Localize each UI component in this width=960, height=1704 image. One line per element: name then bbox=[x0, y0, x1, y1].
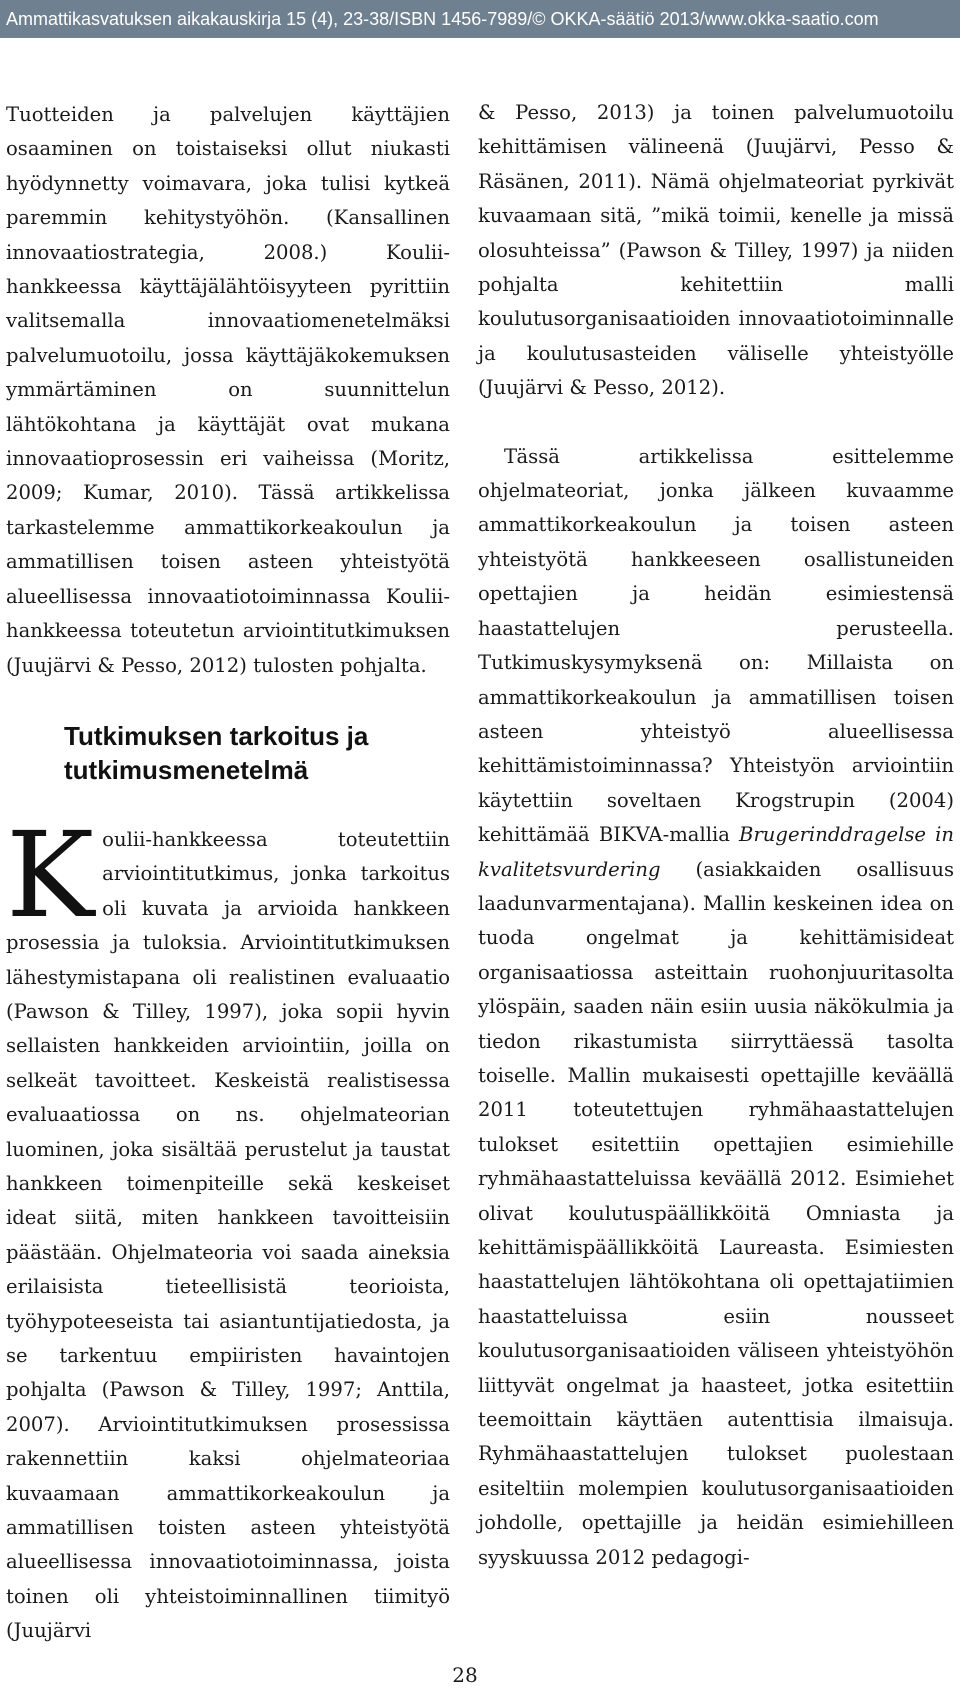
dropcap-letter: K bbox=[6, 805, 95, 944]
journal-header bbox=[0, 0, 960, 38]
bikva-italic-term: Brugerinddragelse in kvalitetsvurdering bbox=[478, 823, 954, 881]
method-paragraph bbox=[6, 805, 450, 1649]
page-number: 28 bbox=[452, 1663, 478, 1687]
journal-citation: Ammattikasvatuksen aikakauskirja 15 (4), 23-38/ISBN 1456-7989/© OKKA-säätiö 2013/www.okka-saatio.com bbox=[6, 9, 879, 29]
continuation-paragraph: & Pesso, 2013) ja toinen palvelumuotoilu kehittämisen välineenä (Juujärvi, Pesso & Räsänen, 2011). Nämä ohjelmateoriat pyrkivät kuvaamaan sitä, ”mikä toimii, kenelle ja missä olosuhteissa” (Pawson & Tilley, 1997) ja niiden pohjalta kehitettiin malli koulutusorganisaatioiden innovaatiotoiminnalle ja koulutusasteiden väliselle yhteistyölle (Juujärvi & Pesso, 2012). bbox=[478, 101, 954, 400]
right-column bbox=[478, 96, 954, 1575]
article-focus-text-2: (asiakkaiden osallisuus laadunvarmentajana). Mallin keskeinen idea on tuoda ongelmat ja kehittämisideat organisaatiossa asteittain ruohonjuuritasolta ylöspäin, saaden näin esiin uusia näkökulmia ja tiedon rikastumista siirryttäessä tasolta toiselle. Mallin mukaisesti opettajille keväällä 2011 toteutettujen ryhmähaastattelujen tulokset esitettiin opettajien esimiehille ryhmähaastatteluissa keväällä 2012. Esimiehet olivat koulutuspäällikköitä Omniasta ja kehittämispäällikköitä Laureasta. Esimiesten haastattelujen lähtökohtana oli opettajatiimien haastatteluissa esiin nousseet koulutusorganisaatioiden väliseen yhteistyöhön liittyvät ongelmat ja haasteet, jotka esitettiin teemoittain käyttäen autenttisia ilmaisuja. Ryhmähaastattelujen tulokset puolestaan esiteltiin molempien koulutusorganisaatioiden johdolle, opettajille ja heidän esimiehilleen syyskuussa 2012 pedagogi- bbox=[478, 857, 954, 1569]
article-focus-text-1: Tässä artikkelissa esittelemme ohjelmateoriat, jonka jälkeen kuvaamme ammattikorkeakoulun ja toisen asteen yhteistyötä hankkeeseen osallistuneiden opettajien ja heidän esimiestensä haastattelujen perusteella. Tutkimuskysymyksenä on: Millaista on ammattikorkeakoulun ja ammatillisen toisen asteen yhteistyö alueellisessa kehittämistoiminnassa? Yhteistyön arviointiin käytettiin soveltaen Krogstrupin (2004) kehittämää BIKVA-mallia bbox=[478, 444, 954, 847]
article-focus-paragraph bbox=[478, 440, 954, 1575]
intro-paragraph: Tuotteiden ja palvelujen käyttäjien osaaminen on toistaiseksi ollut niukasti hyödynnetty voimavara, joka tulisi kytkeä paremmin kehitystyöhön. (Kansallinen innovaatiostrategia, 2008.) Koulii-hankkeessa käyttäjälähtöisyyteen pyrittiin valitsemalla innovaatiomenetelmäksi palvelumuotoilu, jossa käyttäjäkokemuksen ymmärtäminen on suunnittelun lähtökohtana ja käyttäjät ovat mukana innovaatioprosessin eri vaiheissa (Moritz, 2009; Kumar, 2010). Tässä artikkelissa tarkastelemme ammattikorkeakoulun ja ammatillisen toisen asteen yhteistyötä alueellisessa innovaatiotoiminnassa Koulii-hankkeessa toteutetun arviointitutkimuksen (Juujärvi & Pesso, 2012) tulosten pohjalta. bbox=[6, 103, 450, 677]
left-column bbox=[6, 98, 450, 1649]
section-heading: Tutkimuksen tarkoitus ja tutkimusmenetelmä bbox=[64, 720, 369, 785]
method-paragraph-text: oulii-hankkeessa toteutettiin arviointitutkimus, jonka tarkoitus oli kuvata ja arvioida hankkeen prosessia ja tuloksia. Arviointitutkimuksen lähestymistapana oli realistinen evaluaatio (Pawson & Tilley, 1997), joka sopii hyvin sellaisten hankkeiden arviointiin, joilla on selkeät tavoitteet. Keskeistä realistisessa evaluaatiossa on ns. ohjelmateorian luominen, joka sisältää perustelut ja taustat hankkeen toimenpiteille sekä keskeiset ideat siitä, miten hankkeen tavoitteisiin päästään. Ohjelmateoria voi saada aineksia erilaisista tieteellisistä teorioista, työhypoteeseista tai asiantuntijatiedosta, ja se tarkentuu empiiristen havaintojen pohjalta (Pawson & Tilley, 1997; Anttila, 2007). Arviointitutkimuksen prosessissa rakennettiin kaksi ohjelmateoriaa kuvaamaan ammattikorkeakoulun ja ammatillisen toisten asteen yhteistyötä alueellisessa innovaatiotoiminnassa, joista toinen oli yhteistoiminnallinen tiimityö (Juujärvi bbox=[6, 827, 450, 1643]
